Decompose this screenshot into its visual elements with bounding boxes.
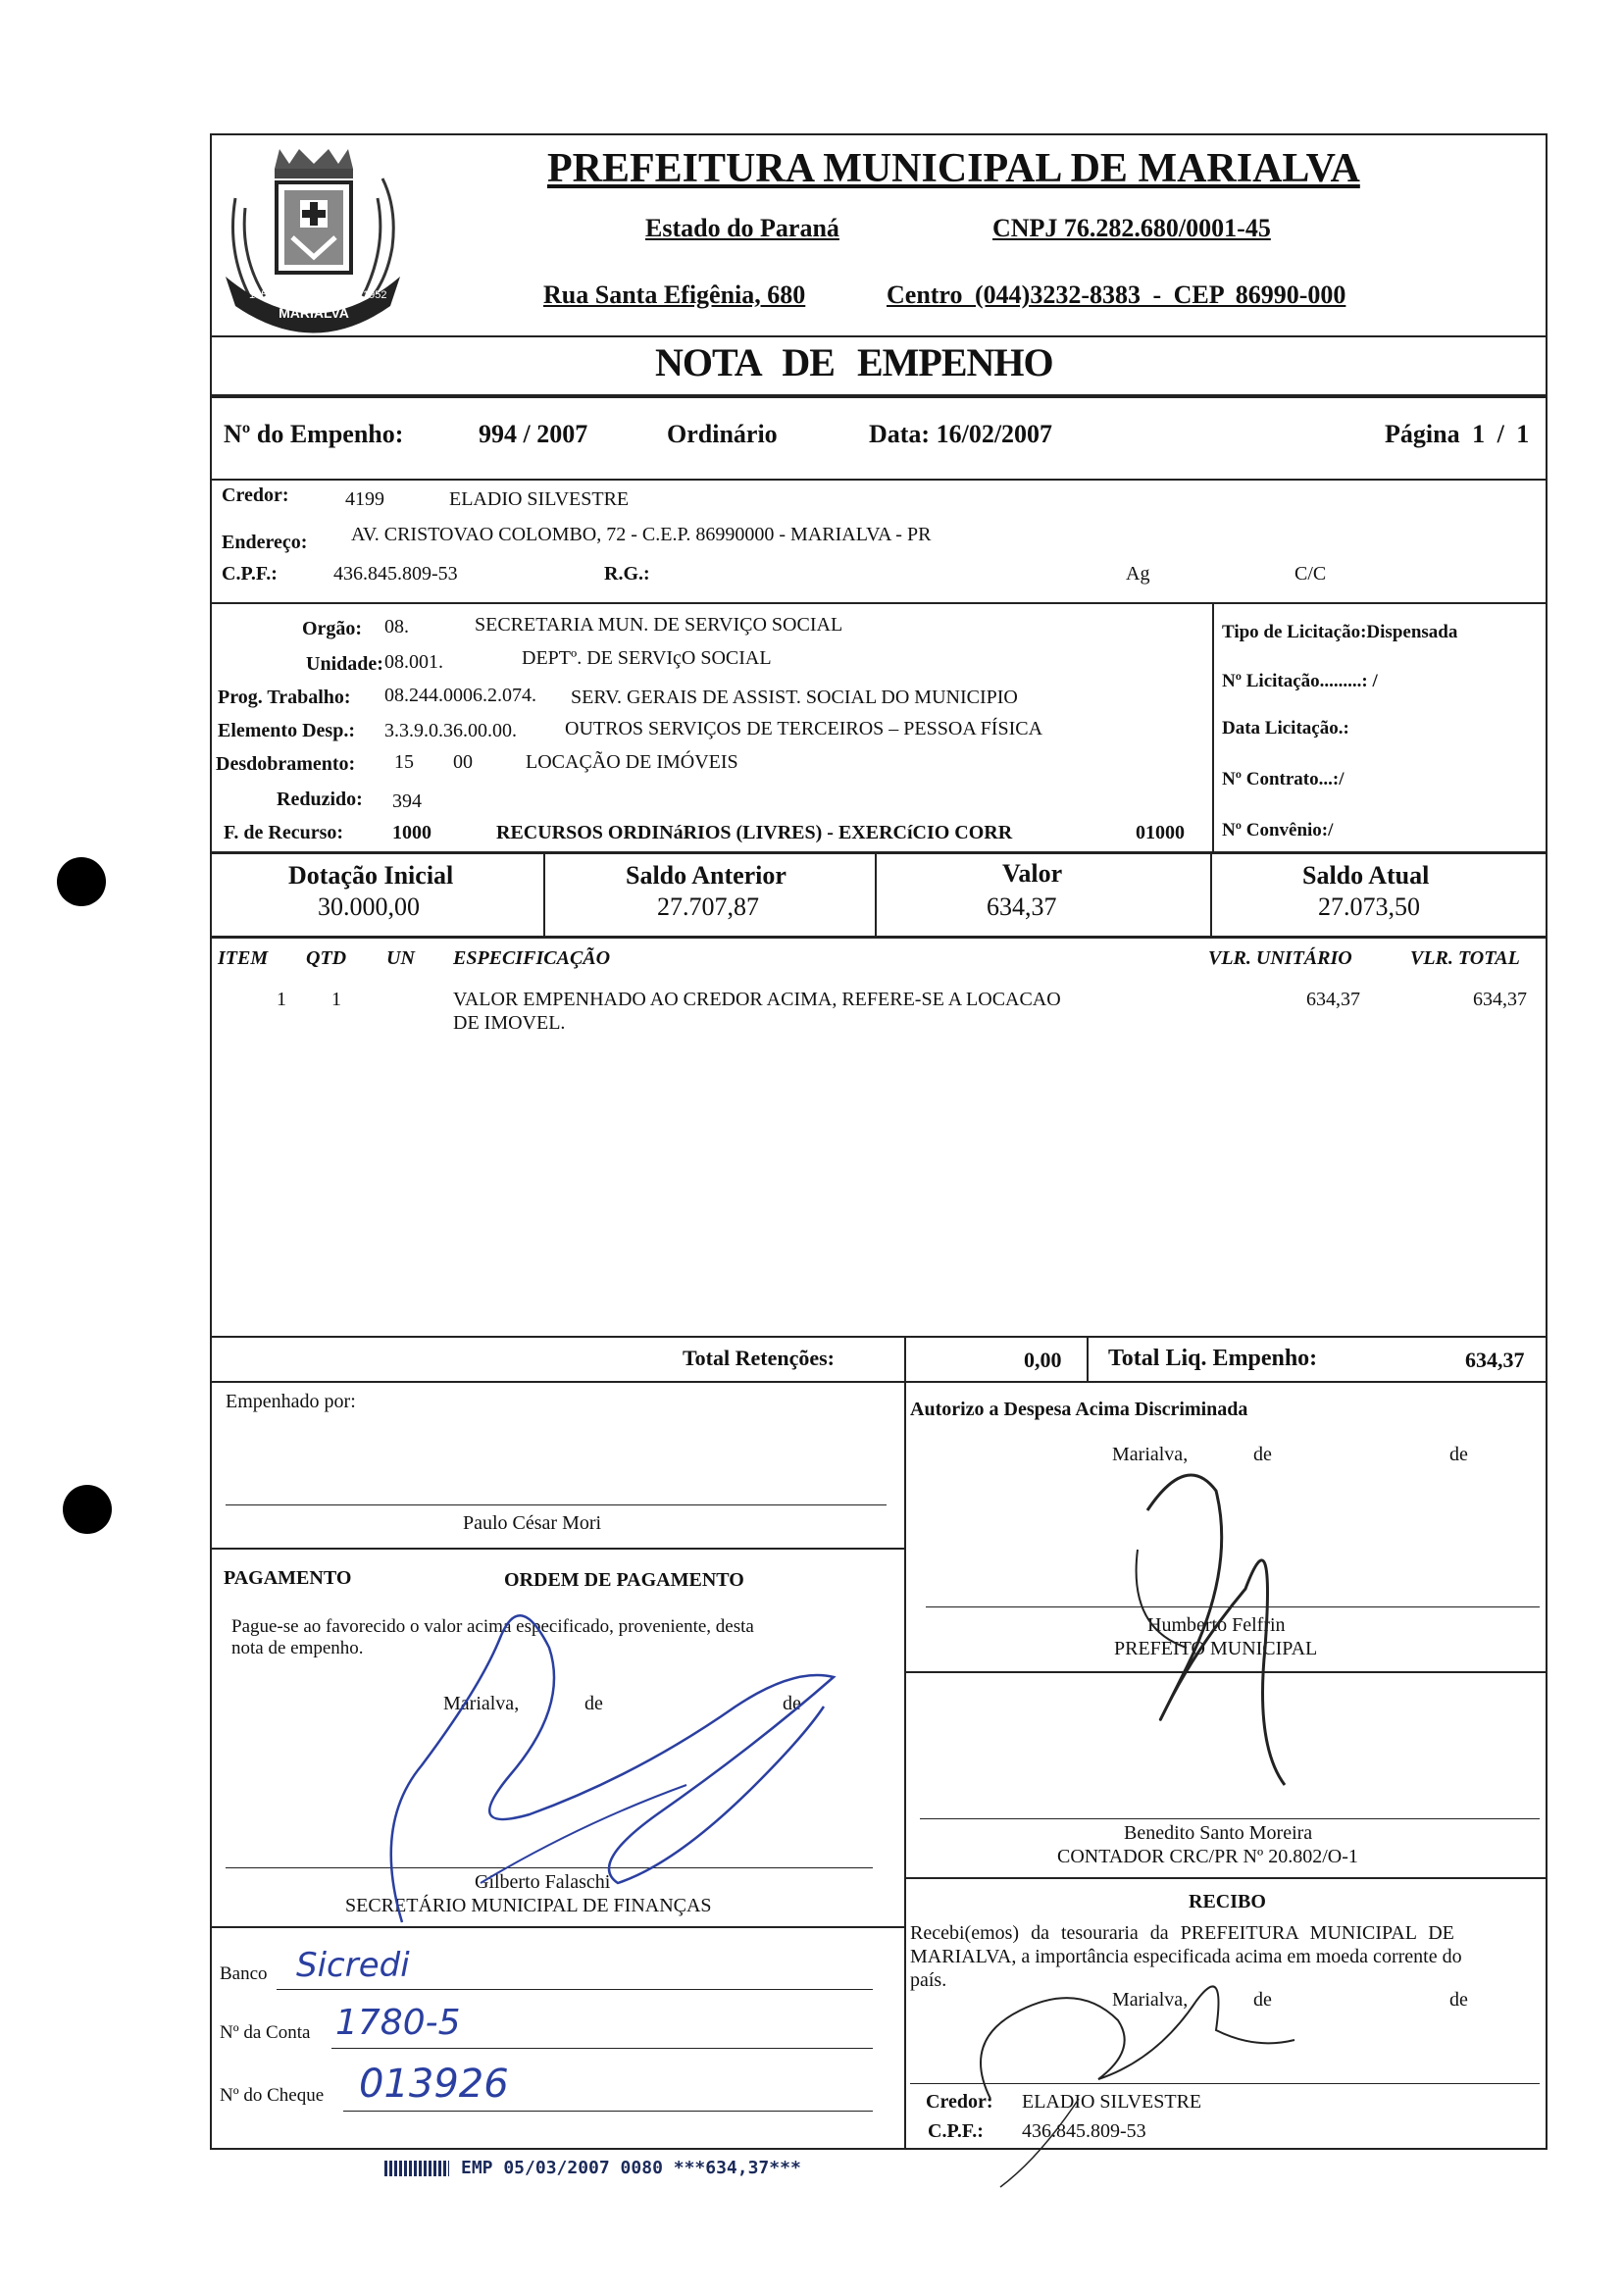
desdobramento-name: LOCAÇÃO DE IMÓVEIS — [526, 751, 738, 773]
unidade-name: DEPTº. DE SERVIçO SOCIAL — [522, 647, 772, 669]
col-header-especificacao: ESPECIFICAÇÃO — [453, 947, 611, 969]
cheque-handwritten: 013926 — [359, 2062, 509, 2107]
pagamento-signer: Gilberto Falaschi — [475, 1871, 611, 1893]
recurso-code: 1000 — [392, 822, 431, 843]
recibo-cpf-label: C.P.F.: — [928, 2120, 984, 2142]
bank-stamp-barcode-icon — [384, 2161, 449, 2176]
empenhado-name: Paulo César Mori — [463, 1512, 602, 1534]
desdobramento-b: 00 — [453, 751, 473, 773]
pagamento-de-2: de — [783, 1693, 801, 1714]
prog-label: Prog. Trabalho: — [218, 687, 351, 708]
pagamento-label: PAGAMENTO — [224, 1567, 352, 1589]
recibo-de-1: de — [1253, 1989, 1272, 2011]
col-header-vlr-unitario: VLR. UNITÁRIO — [1208, 947, 1352, 969]
empenho-type: Ordinário — [667, 420, 778, 448]
doc-title: NOTA DE EMPENHO — [655, 340, 1053, 384]
punch-hole-top — [57, 857, 106, 906]
row-spec-line2: DE IMOVEL. — [453, 1012, 566, 1034]
header-title: PREFEITURA MUNICIPAL DE MARIALVA — [547, 146, 1360, 191]
elemento-name: OUTROS SERVIÇOS DE TERCEIROS – PESSOA FÍSICA — [565, 718, 1043, 739]
licitacao-contrato: Nº Contrato...:/ — [1222, 769, 1345, 790]
col-header-un: UN — [386, 947, 415, 969]
row-item: 1 — [277, 989, 286, 1010]
col-header-vlr-total: VLR. TOTAL — [1410, 947, 1520, 969]
prog-code: 08.244.0006.2.074. — [384, 685, 536, 706]
header-district-phone-cep: Centro (044)3232-8383 - CEP 86990-000 — [887, 280, 1346, 309]
unidade-label: Unidade: — [306, 653, 383, 675]
saldo-dotacao-value: 30.000,00 — [318, 892, 420, 921]
credor-cc-label: C/C — [1294, 563, 1327, 585]
liquido-label: Total Liq. Empenho: — [1108, 1346, 1318, 1371]
header-cnpj: CNPJ 76.282.680/0001-45 — [992, 214, 1271, 242]
credor-ag-label: Ag — [1126, 563, 1150, 585]
svg-text:MARIALVA: MARIALVA — [279, 305, 349, 321]
licitacao-tipo-text: Tipo de Licitação:Dispensada — [1222, 622, 1458, 642]
autorizo-label: Autorizo a Despesa Acima Discriminada — [910, 1399, 1248, 1420]
bank-stamp — [384, 2158, 801, 2178]
signature-prefeito — [1128, 1452, 1324, 1814]
punch-hole-bottom — [63, 1485, 112, 1534]
banco-handwritten: Sicredi — [296, 1946, 410, 1985]
autorizo-de-2: de — [1449, 1444, 1468, 1465]
saldo-anterior-value: 27.707,87 — [657, 892, 759, 921]
recibo-credor-label: Credor: — [926, 2091, 993, 2113]
recibo-credor: ELADIO SILVESTRE — [1022, 2091, 1202, 2113]
contador-role: CONTADOR CRC/PR Nº 20.802/O-1 — [1057, 1846, 1358, 1867]
saldo-valor-label: Valor — [1002, 859, 1063, 888]
banco-label: Banco — [220, 1963, 268, 1984]
retencoes-label: Total Retenções: — [683, 1346, 835, 1370]
empenho-number-label: Nº do Empenho: — [224, 420, 404, 448]
autorizo-signer-role: PREFEITO MUNICIPAL — [1114, 1638, 1318, 1659]
row-spec-line1: VALOR EMPENHADO AO CREDOR ACIMA, REFERE-SE A LOCACAO — [453, 989, 1061, 1010]
credor-cpf-label: C.P.F.: — [222, 563, 278, 585]
orgao-name: SECRETARIA MUN. DE SERVIÇO SOCIAL — [475, 614, 843, 636]
pagamento-signer-role: SECRETÁRIO MUNICIPAL DE FINANÇAS — [345, 1895, 712, 1916]
svg-text:1952: 1952 — [363, 289, 387, 301]
credor-code: 4199 — [345, 488, 384, 510]
recibo-text-1: Recebi(emos) da tesouraria da PREFEITURA MUNICIPAL DE — [910, 1922, 1454, 1944]
saldo-atual-label: Saldo Atual — [1302, 861, 1430, 890]
pagamento-text-2: nota de empenho. — [231, 1638, 364, 1658]
empenhado-label: Empenhado por: — [226, 1391, 356, 1412]
recibo-place: Marialva, — [1112, 1989, 1189, 2011]
row-total: 634,37 — [1473, 989, 1527, 1010]
orgao-code: 08. — [384, 616, 409, 637]
credor-cpf: 436.845.809-53 — [333, 563, 458, 585]
bank-stamp-text: EMP 05/03/2007 0080 ***634,37*** — [461, 2158, 801, 2178]
recibo-label: RECIBO — [1189, 1891, 1266, 1912]
autorizo-place: Marialva, — [1112, 1444, 1189, 1465]
pagamento-de-1: de — [584, 1693, 603, 1714]
signature-credor — [961, 1942, 1314, 2197]
signature-secretario — [363, 1589, 853, 1942]
ordem-pagamento-label: ORDEM DE PAGAMENTO — [504, 1569, 744, 1591]
recibo-text-2: MARIALVA, a importância especificada acima em moeda corrente do — [910, 1946, 1462, 1967]
licitacao-convenio: Nº Convênio:/ — [1222, 820, 1334, 841]
licitacao-tipo — [1222, 622, 1457, 643]
unidade-code: 08.001. — [384, 651, 443, 673]
conta-handwritten: 1780-5 — [335, 2003, 461, 2043]
desdobramento-label: Desdobramento: — [216, 753, 356, 775]
credor-rg-label: R.G.: — [604, 563, 650, 585]
contador-name: Benedito Santo Moreira — [1124, 1822, 1313, 1844]
saldo-dotacao-label: Dotação Inicial — [288, 861, 454, 890]
credor-address-label: Endereço: — [222, 532, 308, 553]
licitacao-data: Data Licitação.: — [1222, 718, 1349, 739]
prog-name: SERV. GERAIS DE ASSIST. SOCIAL DO MUNICIPIO — [571, 687, 1018, 708]
credor-name: ELADIO SILVESTRE — [449, 488, 630, 510]
orgao-label: Orgão: — [302, 618, 363, 639]
empenho-page: Página 1 / 1 — [1385, 420, 1530, 448]
reduzido-label: Reduzido: — [277, 789, 363, 810]
recurso-name: RECURSOS ORDINáRIOS (LIVRES) - EXERCíCIO CORR — [496, 822, 1013, 843]
recurso-label: F. de Recurso: — [224, 822, 344, 843]
recibo-text-3: país. — [910, 1969, 947, 1991]
cheque-label: Nº do Cheque — [220, 2085, 325, 2106]
autorizo-de-1: de — [1253, 1444, 1272, 1465]
credor-address: AV. CRISTOVAO COLOMBO, 72 - C.E.P. 86990000 - MARIALVA - PR — [351, 524, 932, 545]
pagamento-text-1: Pague-se ao favorecido o valor acima especificado, proveniente, desta — [231, 1616, 754, 1637]
header-address: Rua Santa Efigênia, 680 — [543, 280, 806, 309]
autorizo-signer: Humberto Felfrin — [1147, 1614, 1286, 1636]
header-state: Estado do Paraná — [645, 214, 839, 242]
liquido-value: 634,37 — [1465, 1348, 1525, 1372]
reduzido-value: 394 — [392, 790, 422, 812]
svg-text:1951: 1951 — [249, 289, 274, 301]
recibo-cpf: 436.845.809-53 — [1022, 2120, 1146, 2142]
col-header-qtd: QTD — [306, 947, 347, 969]
licitacao-numero: Nº Licitação.........: / — [1222, 671, 1378, 691]
row-unit: 634,37 — [1306, 989, 1360, 1010]
col-header-item: ITEM — [218, 947, 269, 969]
elemento-code: 3.3.9.0.36.00.00. — [384, 720, 517, 741]
conta-label: Nº da Conta — [220, 2022, 311, 2043]
elemento-label: Elemento Desp.: — [218, 720, 355, 741]
row-qtd: 1 — [331, 989, 341, 1010]
recurso-code2: 01000 — [1136, 822, 1185, 843]
saldo-atual-value: 27.073,50 — [1318, 892, 1420, 921]
retencoes-value: 0,00 — [1024, 1348, 1062, 1372]
saldo-valor-value: 634,37 — [987, 892, 1057, 921]
recibo-de-2: de — [1449, 1989, 1468, 2011]
saldo-anterior-label: Saldo Anterior — [626, 861, 787, 890]
empenho-date: Data: 16/02/2007 — [869, 420, 1053, 448]
credor-label: Credor: — [222, 484, 289, 506]
pagamento-place: Marialva, — [443, 1693, 520, 1714]
empenho-number: 994 / 2007 — [479, 420, 588, 448]
municipal-crest-icon — [216, 139, 410, 335]
desdobramento-a: 15 — [394, 751, 414, 773]
